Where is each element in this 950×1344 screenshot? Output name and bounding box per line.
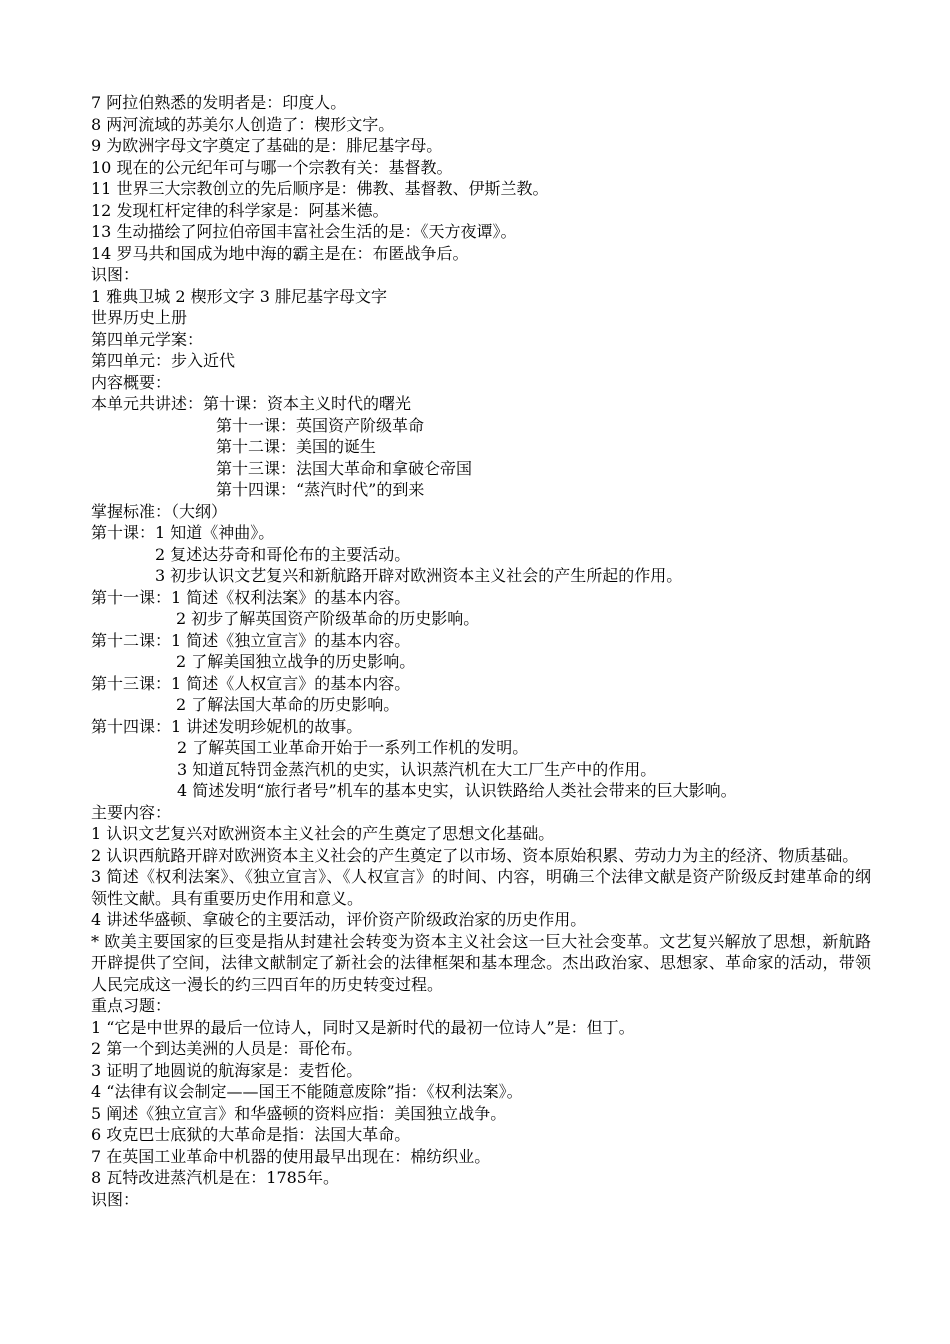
exercises-heading: 重点习题：: [91, 996, 172, 1015]
lesson-line: 3 初步认识文艺复兴和新航路开辟对欧洲资本主义社会的产生所起的作用。: [155, 566, 683, 585]
unit-plan-heading: 第四单元学案：: [91, 329, 204, 349]
standards-heading: 掌握标准：（大纲）: [91, 501, 228, 521]
main-point: * 欧美主要国家的巨变是指从封建社会转变为资本主义社会这一巨大社会变革。文艺复兴解放了思想，新航路开辟提供了空间，法律文献制定了新社会的法律框架和基本理念。杰出政治家、思想家、革命家的活动，带领人民完成这一漫长的约三四百年的历史转变过程。: [91, 931, 871, 994]
main-point: 2 认识西航路开辟对欧洲资本主义社会的产生奠定了以市场、资本原始积累、劳动力为主的经济、物质基础。: [91, 845, 859, 865]
overview-line: 本单元共讲述：第十课：资本主义时代的曙光: [91, 394, 412, 413]
lesson-line: 第十二课：1 简述《独立宣言》的基本内容。: [91, 630, 411, 650]
overview-line: 第十三课：法国大革命和拿破仑帝国: [216, 458, 473, 478]
quiz-line: 8 两河流域的苏美尔人创造了：楔形文字。: [91, 114, 395, 134]
overview-heading: 内容概要：: [91, 372, 172, 392]
exercise-item: 4 “法律有议会制定——国王不能随意废除”指：《权利法案》。: [91, 1082, 523, 1101]
lesson-line: 第十课：1 知道《神曲》。: [91, 523, 275, 542]
lesson-line: 2 了解英国工业革命开始于一系列工作机的发明。: [177, 738, 529, 757]
quiz-line: 12 发现杠杆定律的科学家是：阿基米德。: [91, 200, 389, 220]
exercise-item: 1 “它是中世界的最后一位诗人，同时又是新时代的最初一位诗人”是：但丁。: [91, 1017, 635, 1037]
overview-line: 第十四课：“蒸汽时代”的到来: [216, 480, 425, 499]
main-content-heading: 主要内容：: [91, 802, 172, 822]
exercise-item: 7 在英国工业革命中机器的使用最早出现在：棉纺织业。: [91, 1146, 491, 1166]
exercise-item: 3 证明了地圆说的航海家是：麦哲伦。: [91, 1060, 363, 1080]
lesson-line: 2 复述达芬奇和哥伦布的主要活动。: [155, 544, 411, 564]
quiz-line: 9 为欧洲字母文字奠定了基础的是：腓尼基字母。: [91, 136, 443, 155]
exercise-item: 8 瓦特改进蒸汽机是在：1785年。: [91, 1168, 339, 1187]
main-point: 3 简述《权利法案》、《独立宣言》、《人权宣言》的时间、内容，明确三个法律文献是资产阶级反封建革命的纲领性文献。具有重要历史作用和意义。: [91, 867, 871, 908]
book-title: 世界历史上册: [91, 308, 188, 327]
unit-title: 第四单元：步入近代: [91, 351, 236, 370]
lesson-line: 4 简述发明“旅行者号”机车的基本史实，认识铁路给人类社会带来的巨大影响。: [177, 781, 737, 800]
lesson-line: 3 知道瓦特罚金蒸汽机的史实，认识蒸汽机在大工厂生产中的作用。: [177, 759, 657, 779]
quiz-line: 11 世界三大宗教创立的先后顺序是：佛教、基督教、伊斯兰教。: [91, 179, 549, 198]
lesson-line: 2 了解法国大革命的历史影响。: [176, 695, 400, 714]
figures-heading: 识图：: [91, 265, 140, 284]
main-point: 4 讲述华盛顿、拿破仑的主要活动，评价资产阶级政治家的历史作用。: [91, 910, 587, 929]
document-page: [91, 92, 871, 1210]
quiz-line: 7 阿拉伯熟悉的发明者是：印度人。: [91, 93, 347, 112]
exercise-item: 2 第一个到达美洲的人员是：哥伦布。: [91, 1039, 363, 1058]
overview-line: 第十一课：英国资产阶级革命: [216, 415, 425, 435]
lesson-line: 2 初步了解英国资产阶级革命的历史影响。: [176, 609, 480, 628]
lesson-line: 第十一课：1 简述《权利法案》的基本内容。: [91, 587, 411, 607]
overview-line: 第十二课：美国的诞生: [216, 437, 377, 456]
main-point: 1 认识文艺复兴对欧洲资本主义社会的产生奠定了思想文化基础。: [91, 824, 555, 843]
exercise-item: 6 攻克巴士底狱的大革命是指：法国大革命。: [91, 1125, 411, 1144]
lesson-line: 第十三课：1 简述《人权宣言》的基本内容。: [91, 673, 411, 693]
quiz-line: 13 生动描绘了阿拉伯帝国丰富社会生活的是：《天方夜谭》。: [91, 222, 517, 241]
lesson-line: 2 了解美国独立战争的历史影响。: [176, 652, 416, 671]
quiz-line: 14 罗马共和国成为地中海的霸主是在：布匿战争后。: [91, 243, 469, 263]
figures-list: 1 雅典卫城 2 楔形文字 3 腓尼基字母文字: [91, 286, 387, 306]
exercise-item: 5 阐述《独立宣言》和华盛顿的资料应指：美国独立战争。: [91, 1103, 507, 1123]
figures-heading: 识图：: [91, 1189, 140, 1209]
quiz-line: 10 现在的公元纪年可与哪一个宗教有关：基督教。: [91, 157, 453, 177]
lesson-line: 第十四课：1 讲述发明珍妮机的故事。: [91, 716, 363, 736]
